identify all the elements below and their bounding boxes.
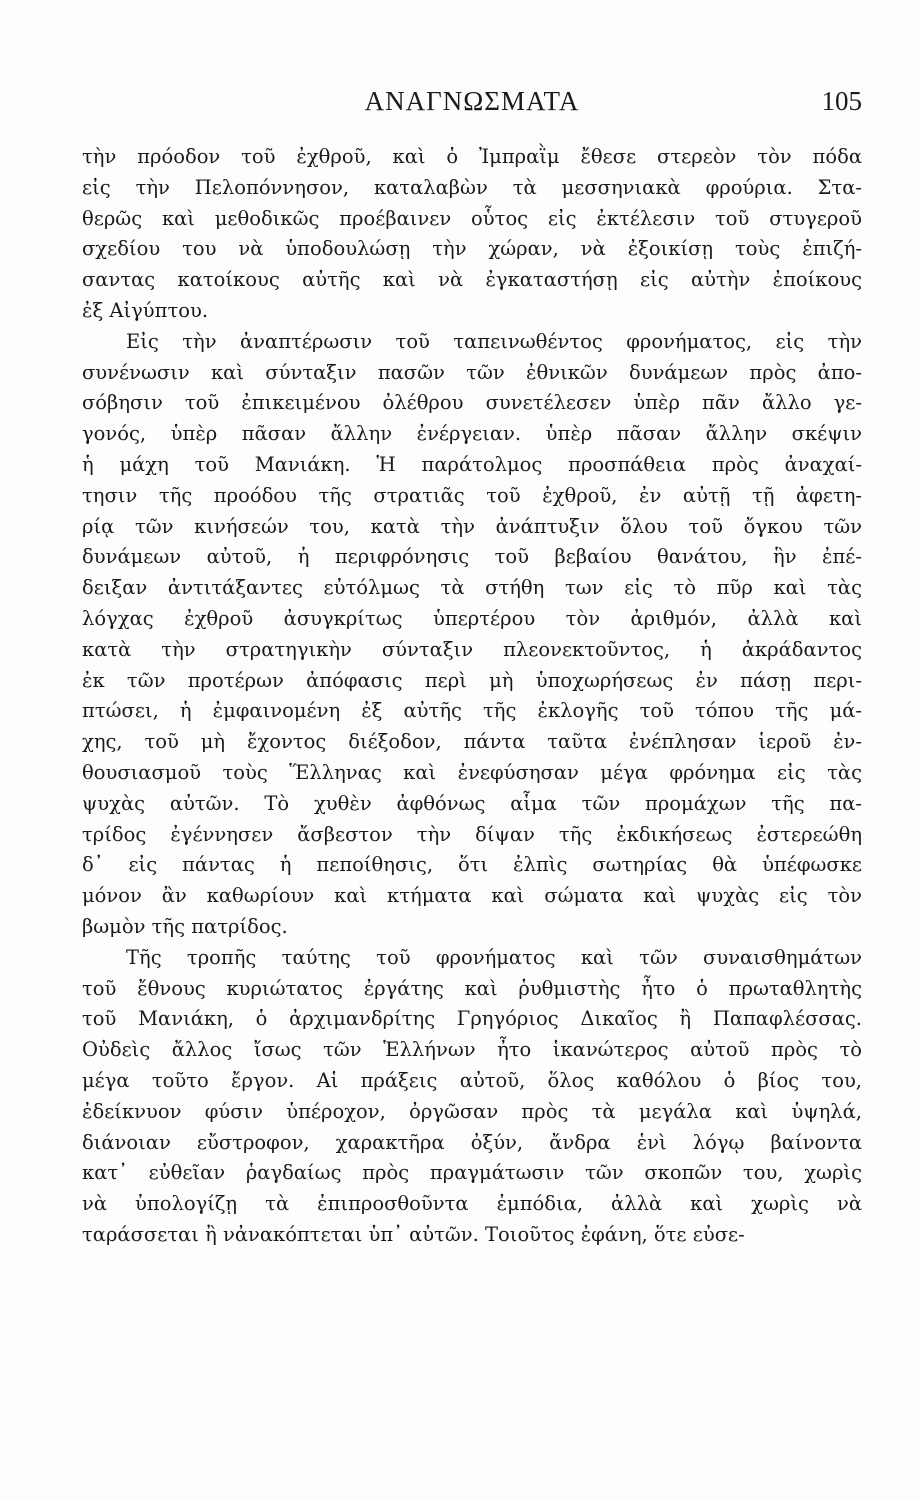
page-number: 105 (821, 86, 862, 116)
text-line: τοῦ Μανιάκη, ὁ ἀρχιμανδρίτης Γρηγόριος Δικαῖος ἢ Παπαφλέσσας. (82, 1007, 862, 1031)
text-line: ταράσσεται ἢ νἀνακόπτεται ὑπ᾽ αὐτῶν. Τοιοῦτος ἐφάνη, ὅτε εὐσε- (82, 1222, 745, 1246)
text-line: δειξαν ἀντιτάξαντες εὐτόλμως τὰ στήθη των εἰς τὸ πῦρ καὶ τὰς (82, 576, 862, 600)
text-line: τοῦ ἔθνους κυριώτατος ἐργάτης καὶ ῥυθμιστὴς ἦτο ὁ πρωταθλητὴς (82, 976, 862, 1000)
text-line: ψυχὰς αὐτῶν. Τὸ χυθὲν ἀφθόνως αἷμα τῶν προμάχων τῆς πα- (82, 791, 862, 815)
text-line: ἐκ τῶν προτέρων ἀπόφασις περὶ μὴ ὑποχωρήσεως ἐν πάσῃ περι- (82, 668, 862, 692)
text-line: μέγα τοῦτο ἔργον. Αἱ πράξεις αὐτοῦ, ὅλος καθόλου ὁ βίος του, (82, 1068, 862, 1092)
text-line: δυνάμεων αὐτοῦ, ἡ περιφρόνησις τοῦ βεβαίου θανάτου, ἣν ἐπέ- (82, 545, 862, 569)
paragraph (82, 943, 862, 1251)
text-line: τησιν τῆς προόδου τῆς στρατιᾶς τοῦ ἐχθροῦ, ἐν αὐτῇ τῇ ἀφετη- (82, 483, 862, 507)
text-line: εἰς τὴν Πελοπόννησον, καταλαβὼν τὰ μεσσηνιακὰ φρούρια. Στα- (82, 175, 862, 199)
text-line: κατ᾽ εὐθεῖαν ῥαγδαίως πρὸς πραγμάτωσιν τῶν σκοπῶν του, χωρὶς (82, 1161, 862, 1185)
text-line: δ᾽ εἰς πάντας ἡ πεποίθησις, ὅτι ἐλπὶς σωτηρίας θὰ ὑπέφωσκε (82, 853, 862, 877)
text-line: νὰ ὑπολογίζῃ τὰ ἐπιπροσθοῦντα ἐμπόδια, ἀλλὰ καὶ χωρὶς νὰ (82, 1192, 862, 1216)
body-text (82, 142, 862, 1251)
text-line: πτώσει, ἡ ἐμφαινομένη ἐξ αὐτῆς τῆς ἐκλογῆς τοῦ τόπου τῆς μά- (82, 699, 862, 723)
text-line: ἐξ Αἰγύπτου. (82, 298, 209, 322)
text-line: θουσιασμοῦ τοὺς Ἕλληνας καὶ ἐνεφύσησαν μέγα φρόνημα εἰς τὰς (82, 760, 862, 784)
text-line: σόβησιν τοῦ ἐπικειμένου ὀλέθρου συνετέλεσεν ὑπὲρ πᾶν ἄλλο γε- (82, 391, 862, 415)
text-line: χης, τοῦ μὴ ἔχοντος διέξοδον, πάντα ταῦτα ἐνέπλησαν ἱεροῦ ἐν- (82, 730, 862, 754)
text-line: μόνον ἂν καθωρίουν καὶ κτήματα καὶ σώματα καὶ ψυχὰς εἰς τὸν (82, 884, 862, 908)
text-line: βωμὸν τῆς πατρίδος. (82, 914, 288, 938)
text-line: γονός, ὑπὲρ πᾶσαν ἄλλην ἐνέργειαν. ὑπὲρ πᾶσαν ἄλλην σκέψιν (82, 422, 862, 446)
running-title: ΑΝΑΓΝΩΣΜΑΤΑ (364, 86, 580, 116)
running-head (82, 84, 862, 124)
text-line: διάνοιαν εὔστροφον, χαρακτῆρα ὀξύν, ἄνδρα ἑνὶ λόγῳ βαίνοντα (82, 1130, 862, 1154)
paragraph (82, 142, 862, 327)
paragraph (82, 327, 862, 943)
text-line: Οὐδεὶς ἄλλος ἴσως τῶν Ἑλλήνων ἦτο ἱκανώτερος αὐτοῦ πρὸς τὸ (82, 1038, 862, 1062)
text-line: λόγχας ἐχθροῦ ἀσυγκρίτως ὑπερτέρου τὸν ἀριθμόν, ἀλλὰ καὶ (82, 606, 862, 630)
text-line: σαντας κατοίκους αὐτῆς καὶ νὰ ἐγκαταστήσῃ εἰς αὐτὴν ἐποίκους (82, 268, 862, 292)
text-line: σχεδίου του νὰ ὑποδουλώσῃ τὴν χώραν, νὰ ἐξοικίσῃ τοὺς ἐπιζή- (82, 237, 862, 261)
text-line: Τῆς τροπῆς ταύτης τοῦ φρονήματος καὶ τῶν συναισθημάτων (126, 945, 862, 969)
text-line: συνένωσιν καὶ σύνταξιν πασῶν τῶν ἐθνικῶν δυνάμεων πρὸς ἀπο- (82, 360, 862, 384)
text-line: θερῶς καὶ μεθοδικῶς προέβαινεν οὗτος εἰς ἐκτέλεσιν τοῦ στυγεροῦ (82, 206, 862, 230)
text-line: Εἰς τὴν ἀναπτέρωσιν τοῦ ταπεινωθέντος φρονήματος, εἰς τὴν (126, 329, 862, 353)
text-line: ἡ μάχη τοῦ Μανιάκη. Ἡ παράτολμος προσπάθεια πρὸς ἀναχαί- (82, 452, 862, 476)
text-line: τρίδος ἐγέννησεν ἄσβεστον τὴν δίψαν τῆς ἐκδικήσεως ἐστερεώθη (82, 822, 862, 846)
text-line: κατὰ τὴν στρατηγικὴν σύνταξιν πλεονεκτοῦντος, ἡ ἀκράδαντος (82, 637, 862, 661)
text-line: τὴν πρόοδον τοῦ ἐχθροῦ, καὶ ὁ Ἰμπραῒμ ἔθεσε στερεὸν τὸν πόδα (82, 145, 862, 168)
text-line: ρίᾳ τῶν κινήσεών του, κατὰ τὴν ἀνάπτυξιν ὅλου τοῦ ὄγκου τῶν (82, 514, 862, 538)
text-line: ἐδείκνυον φύσιν ὑπέροχον, ὀργῶσαν πρὸς τὰ μεγάλα καὶ ὑψηλά, (82, 1099, 862, 1123)
